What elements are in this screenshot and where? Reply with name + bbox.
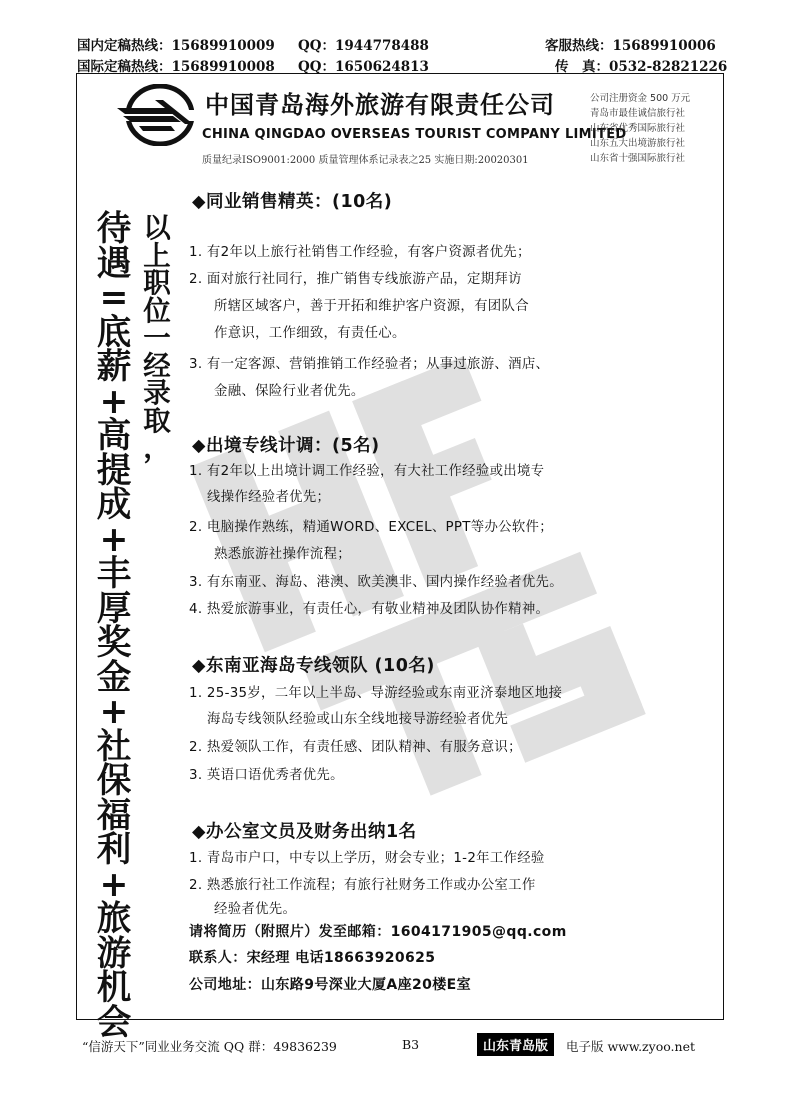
domestic-hotline: 国内定稿热线：15689910009 [77, 38, 275, 54]
job-requirement: 2. 熟悉旅行社工作流程；有旅行社财务工作或办公室工作 [189, 878, 536, 893]
service-hotline: 客服热线：15689910006 [545, 38, 716, 54]
company-honors [590, 91, 690, 166]
honor-item: 山东省优秀国际旅行社 [590, 123, 686, 134]
domestic-qq: QQ：1944778488 [298, 38, 429, 54]
honor-item: 公司注册资金 500 万元 [590, 93, 691, 104]
job-requirement: 所辖区域客户，善于开拓和维护客户资源，有团队合 [214, 299, 529, 314]
honor-item: 山东省十强国际旅行社 [590, 153, 686, 164]
section-title-sales: ◆同业销售精英：(10名) [192, 192, 393, 212]
job-requirement: 2. 电脑操作熟练，精通WORD、EXCEL、PPT等办公软件； [189, 520, 553, 535]
job-requirement: 作意识，工作细致，有责任心。 [214, 326, 406, 341]
honor-item: 山东五大出境游旅行社 [590, 138, 686, 149]
edition-site: 电子版 www.zyoo.net [566, 1039, 695, 1054]
company-address: 公司地址：山东路9号深业大厦A座20楼E室 [189, 977, 472, 993]
job-requirement: 熟悉旅游社操作流程； [214, 547, 351, 562]
job-requirement: 1. 25-35岁，二年以上半岛、导游经验或东南亚济泰地区地接 [189, 686, 563, 701]
job-requirement: 3. 有一定客源、营销推销工作经验者；从事过旅游、酒店、 [189, 357, 550, 372]
page-number: B3 [402, 1037, 420, 1052]
quality-record: 质量纪录ISO9001:2000 质量管理体系记录表之25 实施日期:20020301 [202, 155, 529, 166]
contact-person: 联系人：宋经理 电话18663920625 [189, 950, 436, 966]
job-requirement: 4. 热爱旅游事业，有责任心，有敬业精神及团队协作精神。 [189, 602, 550, 617]
job-requirement: 3. 英语口语优秀者优先。 [189, 768, 344, 783]
intl-qq: QQ：1650624813 [298, 59, 429, 75]
job-requirement: 1. 有2年以上旅行社销售工作经验，有客户资源者优先； [189, 245, 531, 260]
company-logo-icon [115, 84, 200, 146]
fax-number: 传 真：0532-82821226 [555, 59, 728, 75]
resume-email: 请将简历（附照片）发至邮箱：1604171905@qq.com [189, 924, 567, 940]
job-requirement: 1. 有2年以上出境计调工作经验，有大社工作经验或出境专 [189, 464, 545, 479]
job-requirement: 2. 热爱领队工作，有责任感、团队精神、有服务意识； [189, 740, 522, 755]
job-requirement: 线操作经验者优先； [207, 490, 331, 505]
job-requirement: 海岛专线领队经验或山东全线地接导游经验者优先 [207, 712, 509, 727]
section-title-tour-leader: ◆东南亚海岛专线领队 (10名) [192, 656, 435, 676]
honor-item: 青岛市最佳诚信旅行社 [590, 108, 686, 119]
job-requirement: 2. 面对旅行社同行，推广销售专线旅游产品，定期拜访 [189, 272, 522, 287]
intl-hotline: 国际定稿热线：15689910008 [77, 59, 275, 75]
qq-group: “信游天下”同业业务交流 QQ 群：49836239 [82, 1039, 337, 1054]
treatment-banner: 待 遇 = 底 薪 + 高 提 成 + 丰 厚 奖 金 + 社 保 福 利 + 旅 游 机 会 [96, 209, 132, 1043]
job-requirement: 经验者优先。 [214, 902, 297, 917]
job-requirement: 金融、保险行业者优先。 [214, 384, 365, 399]
job-requirement: 3. 有东南亚、海岛、港澳、欧美澳非、国内操作经验者优先。 [189, 575, 563, 590]
section-title-office-clerk: ◆办公室文员及财务出纳1名 [192, 822, 417, 842]
section-title-outbound: ◆出境专线计调：(5名) [192, 436, 380, 456]
hiring-notice-banner: 以 上 职 位 一 经 录 取 ， [143, 212, 171, 464]
company-name-en: CHINA QINGDAO OVERSEAS TOURIST COMPANY LIMITED [202, 127, 627, 142]
company-name-cn: 中国青岛海外旅游有限责任公司 [205, 91, 555, 119]
edition-brand: 山东青岛版 [477, 1033, 554, 1056]
job-requirement: 1. 青岛市户口，中专以上学历，财会专业；1-2年工作经验 [189, 851, 545, 866]
